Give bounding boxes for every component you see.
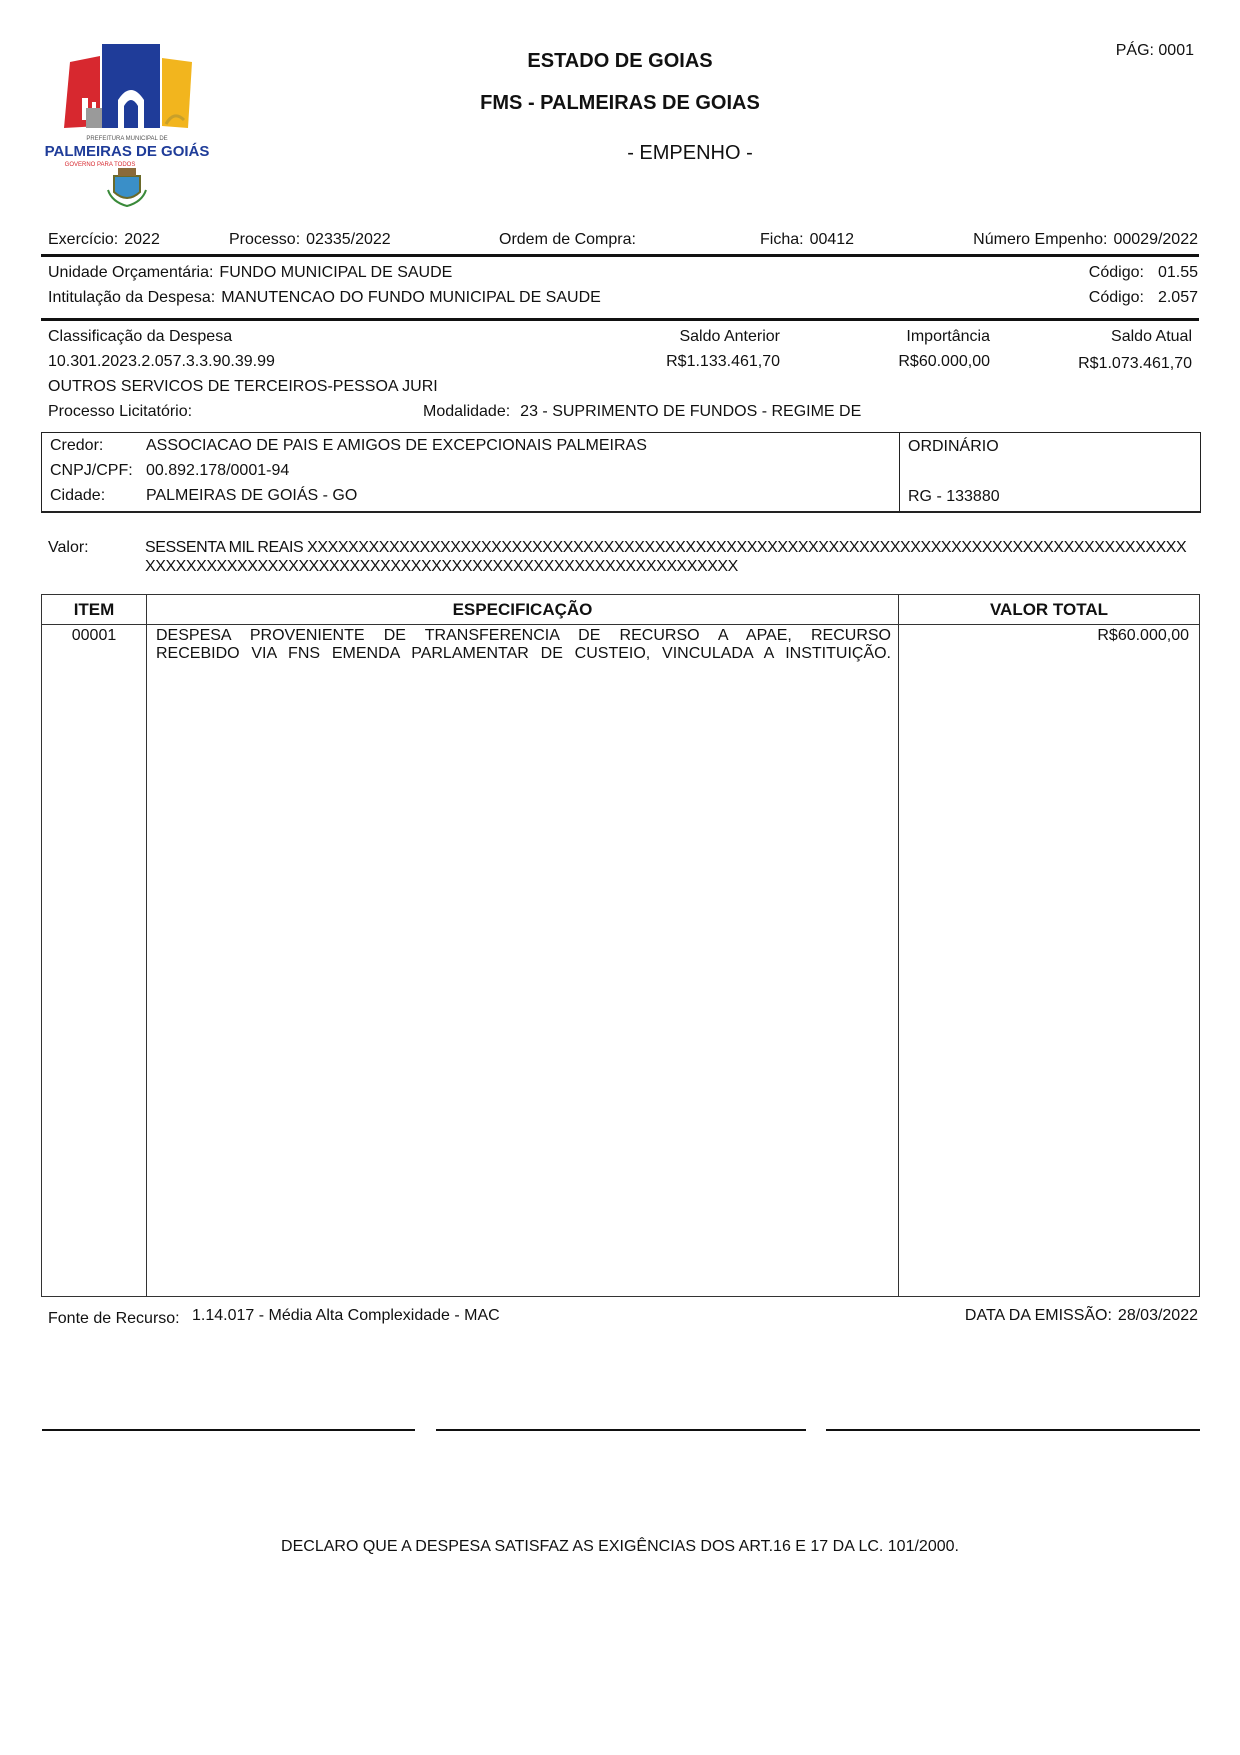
numero-empenho-field [973, 231, 1198, 249]
intitulacao-field [48, 289, 601, 307]
unidade-label: Unidade Orçamentária: [48, 264, 214, 281]
credor-rg: RG - 133880 [908, 488, 1000, 505]
unidade-codigo-field [1089, 264, 1198, 282]
classificacao-code: 10.301.2023.2.057.3.3.90.39.99 [48, 353, 275, 370]
municipality-logo [42, 40, 212, 210]
divider [41, 254, 1199, 257]
modalidade-label: Modalidade: [423, 403, 511, 420]
column-header-valor-total: VALOR TOTAL [989, 600, 1109, 619]
document-type-title: - EMPENHO - [627, 142, 753, 164]
intitulacao-codigo-value: 2.057 [1157, 289, 1198, 306]
modalidade-value: 23 - SUPRIMENTO DE FUNDOS - REGIME DE [520, 403, 862, 420]
cnpj-value: 00.892.178/0001-94 [146, 462, 290, 479]
exercicio-field [48, 231, 160, 249]
cnpj-label: CNPJ/CPF: [50, 462, 133, 479]
page-number [1116, 42, 1194, 60]
items-table [41, 594, 1200, 1297]
saldo-anterior-value: R$1.133.461,70 [666, 353, 780, 370]
data-emissao-value: 28/03/2022 [1117, 1307, 1198, 1324]
item-specification-line1: DESPESA PROVENIENTE DE TRANSFERENCIA DE RECURSO A APAE, RECURSO [156, 627, 891, 644]
valor-label: Valor: [48, 539, 89, 556]
ficha-field [760, 231, 854, 249]
intitulacao-label: Intitulação da Despesa: [48, 289, 216, 306]
ordem-compra-field [499, 231, 642, 249]
data-emissao-label: DATA DA EMISSÃO: [964, 1307, 1112, 1324]
item-specification [156, 627, 891, 663]
credor-tipo: ORDINÁRIO [908, 438, 999, 455]
item-valor-total: R$60.000,00 [1097, 627, 1189, 644]
ordem-compra-label: Ordem de Compra: [499, 231, 636, 248]
ficha-value: 00412 [809, 231, 855, 248]
exercicio-label: Exercício: [48, 231, 119, 248]
data-emissao-field [965, 1307, 1198, 1325]
valor-extenso-line1: SESSENTA MIL REAIS XXXXXXXXXXXXXXXXXXXXXXXXXXXXXXXXXXXXXXXXXXXXXXXXXXXXXXXXXXXXXXXXXXXXXXXXXXXXXXXXXXXXXX [145, 539, 1187, 556]
classificacao-description: OUTROS SERVICOS DE TERCEIROS-PESSOA JURI [48, 378, 438, 395]
page-label: PÁG: [1115, 42, 1154, 59]
unidade-field [48, 264, 452, 282]
intitulacao-codigo-field [1089, 289, 1198, 307]
processo-label: Processo: [229, 231, 301, 248]
credor-label: Credor: [50, 437, 104, 454]
codigo-label: Código: [1088, 289, 1144, 306]
numero-empenho-value: 00029/2022 [1113, 231, 1198, 248]
svg-text:PALMEIRAS DE GOIÁS: PALMEIRAS DE GOIÁS [44, 143, 210, 160]
unidade-value: FUNDO MUNICIPAL DE SAUDE [219, 264, 453, 281]
saldo-atual-label: Saldo Atual [1111, 328, 1192, 345]
signature-line [436, 1429, 806, 1431]
declaration-text: DECLARO QUE A DESPESA SATISFAZ AS EXIGÊNCIAS DOS ART.16 E 17 DA LC. 101/2000. [281, 1538, 959, 1555]
valor-extenso-line2: XXXXXXXXXXXXXXXXXXXXXXXXXXXXXXXXXXXXXXXXXXXXXXXXXXXXXXXXXX [145, 558, 738, 575]
svg-text:PREFEITURA MUNICIPAL DE: PREFEITURA MUNICIPAL DE [86, 136, 168, 142]
saldo-atual-value: R$1.073.461,70 [1078, 355, 1192, 372]
importancia-label: Importância [906, 328, 990, 345]
fonte-recurso-label: Fonte de Recurso: [48, 1310, 180, 1327]
page-value: 0001 [1158, 42, 1194, 59]
importancia-value: R$60.000,00 [898, 353, 990, 370]
item-number: 00001 [71, 627, 117, 644]
credor-divider [899, 433, 900, 511]
modalidade-field [423, 403, 861, 421]
intitulacao-value: MANUTENCAO DO FUNDO MUNICIPAL DE SAUDE [221, 289, 601, 306]
processo-field [229, 231, 391, 249]
credor-value: ASSOCIACAO DE PAIS E AMIGOS DE EXCEPCIONAIS PALMEIRAS [146, 437, 647, 454]
palmeiras-de-goias-logo-icon [42, 40, 212, 210]
processo-value: 02335/2022 [306, 231, 391, 248]
unidade-codigo-value: 01.55 [1157, 264, 1198, 281]
column-divider [146, 595, 147, 1296]
signature-line [826, 1429, 1200, 1431]
processo-licitatorio-field [48, 403, 198, 421]
classificacao-label: Classificação da Despesa [48, 328, 233, 345]
svg-text:GOVERNO PARA TODOS: GOVERNO PARA TODOS [64, 162, 136, 168]
saldo-anterior-label: Saldo Anterior [679, 328, 780, 345]
processo-licitatorio-label: Processo Licitatório: [48, 403, 193, 420]
credor-box [41, 432, 1201, 513]
divider [41, 318, 1199, 321]
fonte-recurso-value: 1.14.017 - Média Alta Complexidade - MAC [192, 1307, 500, 1324]
column-divider [898, 595, 899, 1296]
column-header-especificacao: ESPECIFICAÇÃO [452, 600, 593, 619]
numero-empenho-label: Número Empenho: [973, 231, 1108, 248]
item-specification-line2: RECEBIDO VIA FNS EMENDA PARLAMENTAR DE CUSTEIO, VINCULADA A INSTITUIÇÃO. [156, 645, 891, 662]
state-title: ESTADO DE GOIAS [527, 50, 713, 72]
column-header-item: ITEM [73, 600, 115, 619]
ficha-label: Ficha: [760, 231, 804, 248]
header-divider [42, 624, 1199, 625]
cidade-value: PALMEIRAS DE GOIÁS - GO [146, 487, 358, 504]
signature-line [42, 1429, 415, 1431]
entity-title: FMS - PALMEIRAS DE GOIAS [480, 92, 760, 114]
cidade-label: Cidade: [50, 487, 106, 504]
codigo-label: Código: [1088, 264, 1144, 281]
exercicio-value: 2022 [124, 231, 160, 248]
